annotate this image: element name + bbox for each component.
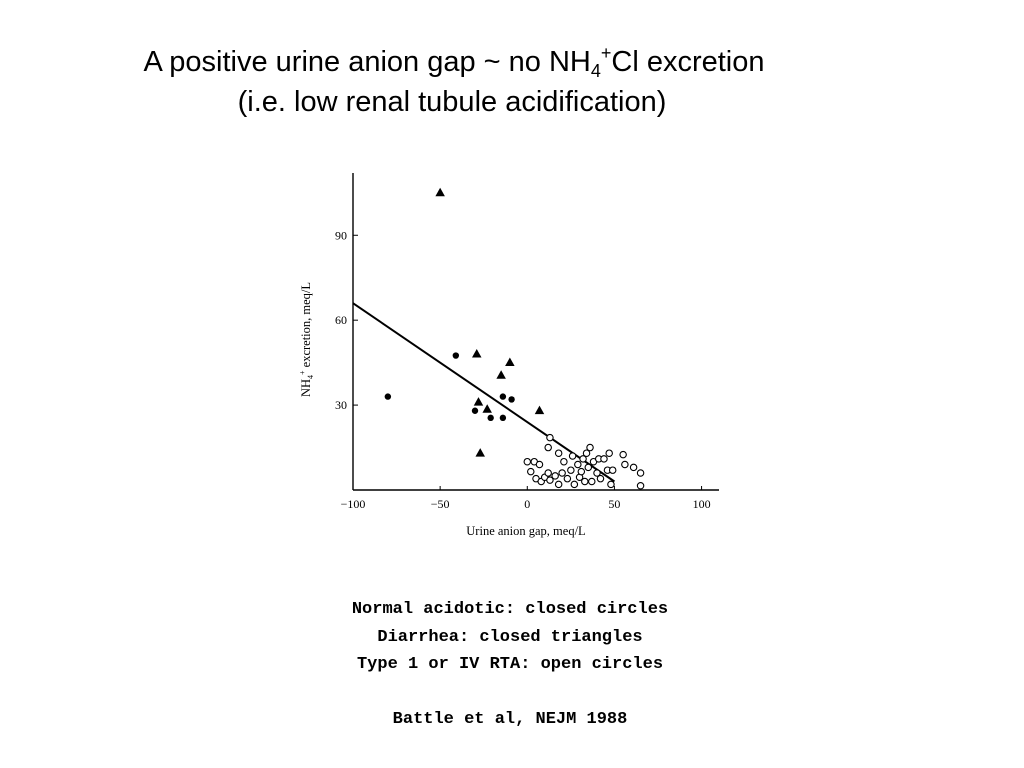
open-circle-point <box>564 475 570 481</box>
open-circle-point <box>524 458 530 464</box>
open-circle-point <box>545 470 551 476</box>
y-axis-title-sup: + <box>298 370 307 375</box>
open-circle-point <box>622 461 628 467</box>
x-tick-label: 0 <box>524 497 531 511</box>
closed-triangle-point <box>482 404 492 413</box>
closed-triangle-point <box>472 349 482 358</box>
open-circle-point <box>589 478 595 484</box>
closed-triangle-point <box>475 448 485 457</box>
closed-triangle-point <box>435 188 445 197</box>
open-circle-point <box>569 453 575 459</box>
open-circle-point <box>552 473 558 479</box>
closed-circle-point <box>508 396 514 402</box>
open-circle-point <box>536 461 542 467</box>
y-ticks <box>335 228 358 412</box>
y-tick-label: 30 <box>335 398 347 413</box>
closed-circle-point <box>472 408 478 414</box>
x-tick-label: 50 <box>608 497 621 511</box>
title-text-start: A positive urine anion gap ~ no NH <box>143 46 591 78</box>
legend-spacer <box>0 679 1022 707</box>
closed-triangle-point <box>496 370 506 379</box>
open-circle-point <box>637 470 643 476</box>
y-axis-title-rest: excretion, meq/L <box>299 281 313 371</box>
title-subscript: 4 <box>590 61 601 81</box>
open-circle-point <box>571 481 577 487</box>
citation: Battle et al, NEJM 1988 <box>392 710 628 729</box>
x-axis-title: Urine anion gap, meq/L <box>466 524 586 538</box>
slide-title-line-2: (i.e. low renal tubule acidification) <box>237 86 667 118</box>
closed-circle-point <box>500 393 506 399</box>
y-tick-label: 90 <box>335 228 347 243</box>
y-axis-title-main: NH <box>299 378 313 398</box>
x-tick-label: 100 <box>692 497 711 511</box>
title-text-end: Cl excretion <box>611 46 765 78</box>
slide-title-line-1 <box>0 44 908 80</box>
y-axis-title <box>298 282 315 397</box>
legend-normal-acidotic: Normal acidotic: closed circles <box>351 600 669 619</box>
open-circle-point <box>606 450 612 456</box>
open-circle-point <box>561 458 567 464</box>
closed-triangle-point <box>474 397 484 406</box>
open-circle-point <box>597 475 603 481</box>
open-circle-point <box>585 464 591 470</box>
open-circle-point <box>555 450 561 456</box>
y-tick-label: 60 <box>335 313 347 328</box>
open-circle-point <box>555 481 561 487</box>
open-circle-point <box>608 481 614 487</box>
open-circle-point <box>630 464 636 470</box>
open-circle-point <box>637 483 643 489</box>
open-circle-point <box>582 478 588 484</box>
closed-circle-point <box>500 415 506 421</box>
open-circle-point <box>587 444 593 450</box>
open-circle-point <box>547 434 553 440</box>
open-circle-point <box>568 467 574 473</box>
open-circle-point <box>559 470 565 476</box>
closed-triangle-point <box>535 406 545 415</box>
open-circle-point <box>601 456 607 462</box>
open-circle-point <box>545 444 551 450</box>
open-circle-point <box>620 451 626 457</box>
chart-axes <box>353 173 719 490</box>
open-circle-point <box>575 461 581 467</box>
legend-rta: Type 1 or IV RTA: open circles <box>356 655 664 674</box>
open-circle-point <box>578 468 584 474</box>
closed-triangle-point <box>505 358 515 367</box>
open-circle-point <box>609 467 615 473</box>
closed-circle-point <box>487 415 493 421</box>
y-axis-title-sub: 4 <box>306 374 315 379</box>
data-points <box>385 188 644 489</box>
title-superscript: + <box>600 43 612 63</box>
open-circle-point <box>528 468 534 474</box>
legend-block <box>0 596 1024 734</box>
x-tick-label: −50 <box>430 497 450 511</box>
closed-circle-point <box>385 393 391 399</box>
closed-circle-point <box>453 352 459 358</box>
legend-diarrhea: Diarrhea: closed triangles <box>377 627 643 647</box>
scatter-chart <box>290 160 740 550</box>
x-tick-label: −100 <box>340 497 366 511</box>
